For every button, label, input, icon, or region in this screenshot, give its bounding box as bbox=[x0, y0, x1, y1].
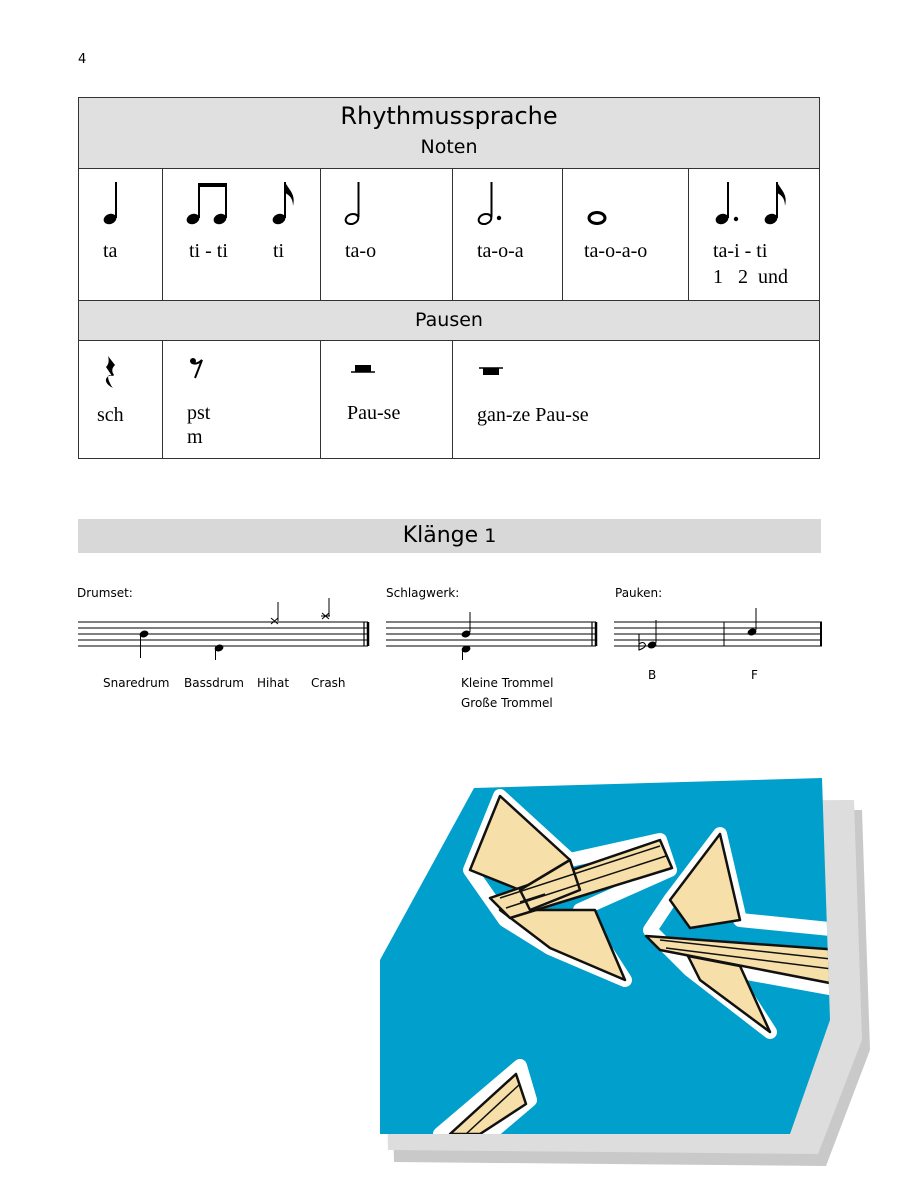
note-titi-label: ti - ti bbox=[189, 240, 228, 262]
pauken-b: B bbox=[648, 668, 657, 682]
drumset-hihat: Hihat bbox=[257, 676, 290, 690]
rest-pst-label: pst bbox=[187, 402, 211, 424]
notes-header: Noten bbox=[420, 136, 478, 158]
drumset-snaredrum: Snaredrum bbox=[103, 676, 170, 690]
rhythm-header bbox=[79, 98, 819, 169]
drumset-bassdrum: Bassdrum bbox=[184, 676, 244, 690]
dotted-quarter-eighth-icon bbox=[711, 178, 791, 228]
page-number: 4 bbox=[78, 52, 87, 67]
eighth-rest-icon bbox=[187, 354, 207, 384]
dotted-half-note-icon bbox=[474, 178, 514, 228]
schlagwerk-grosse-trommel: Große Trommel bbox=[461, 696, 553, 710]
rhythm-title: Rhythmussprache bbox=[340, 102, 558, 130]
drumset-crash: Crash bbox=[311, 676, 346, 690]
pauken-label: Pauken: bbox=[615, 586, 663, 600]
drumset-staff bbox=[78, 596, 370, 660]
note-tao-label: ta-o bbox=[345, 240, 377, 262]
note-ti-label: ti bbox=[273, 240, 285, 262]
quarter-note-icon bbox=[99, 178, 129, 228]
pauken-f: F bbox=[751, 668, 758, 682]
sounds-header bbox=[78, 519, 821, 553]
eighth-pair-icon bbox=[184, 178, 234, 228]
sounds-number: 1 bbox=[484, 525, 497, 547]
eighth-note-icon bbox=[269, 178, 299, 228]
quarter-rest-icon bbox=[101, 354, 121, 394]
note-taoa-label: ta-o-a bbox=[477, 240, 524, 262]
sounds-title: Klänge bbox=[402, 523, 479, 548]
rest-pause-label: Pau-se bbox=[347, 402, 401, 424]
note-taiti-label: ta-i - ti bbox=[713, 240, 768, 262]
note-count-label: 1 2 und bbox=[713, 266, 788, 288]
note-ta-label: ta bbox=[103, 240, 118, 262]
rhythm-table bbox=[78, 97, 820, 459]
schlagwerk-label: Schlagwerk: bbox=[386, 586, 460, 600]
note-taoao-label: ta-o-a-o bbox=[584, 240, 648, 262]
schlagwerk-kleine-trommel: Kleine Trommel bbox=[461, 676, 554, 690]
pauken-staff bbox=[614, 596, 826, 660]
rest-ganze-label: gan-ze Pau-se bbox=[477, 404, 589, 426]
half-note-icon bbox=[341, 178, 371, 228]
half-rest-icon bbox=[349, 360, 379, 374]
rest-m-label: m bbox=[187, 426, 203, 448]
paper-planes-illustration bbox=[370, 770, 886, 1180]
rests-header: Pausen bbox=[79, 300, 819, 341]
whole-note-icon bbox=[584, 208, 614, 228]
drumset-label: Drumset: bbox=[77, 586, 133, 600]
schlagwerk-staff bbox=[386, 596, 600, 660]
whole-rest-icon bbox=[477, 366, 507, 380]
rest-sch-label: sch bbox=[97, 404, 124, 426]
